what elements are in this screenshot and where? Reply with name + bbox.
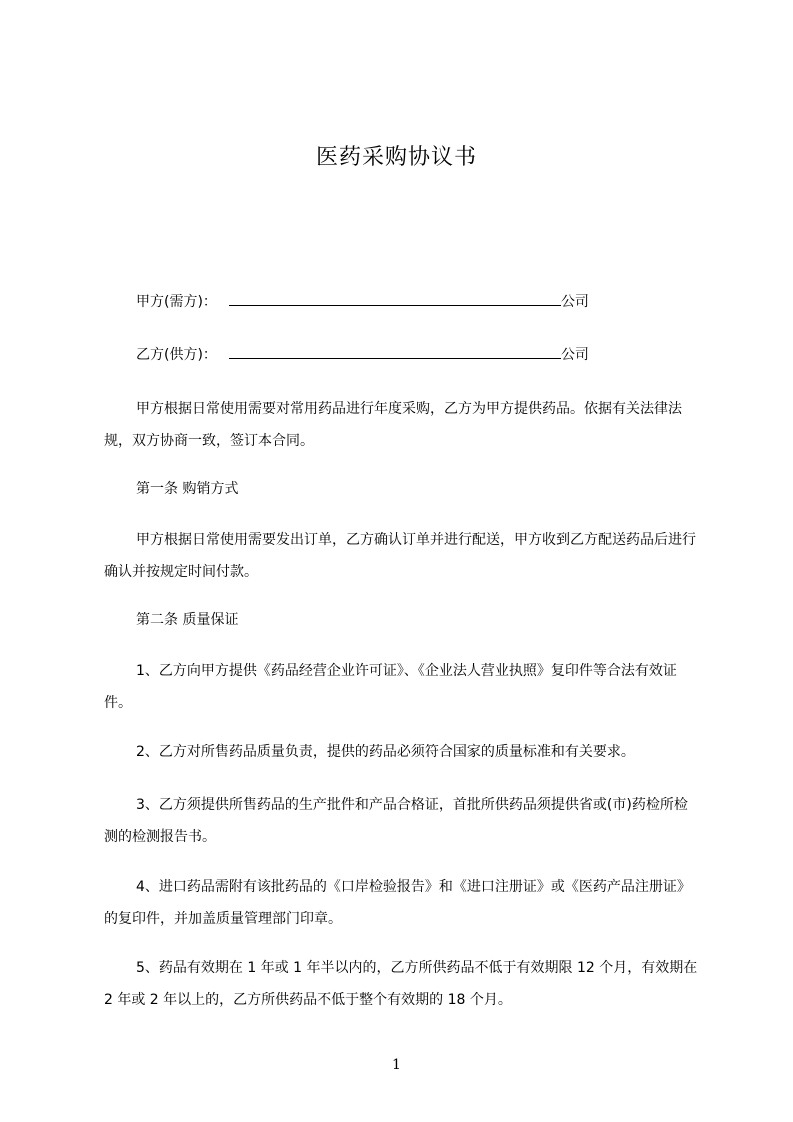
party-a-blank	[229, 291, 561, 306]
article-2-item-3: 3、乙方须提供所售药品的生产批件和产品合格证，首批所供药品须提供省或(市)药检所检测的检测报告书。	[104, 797, 688, 845]
party-a-suffix: 公司	[560, 294, 589, 310]
article-2-item-2: 2、乙方对所售药品质量负责，提供的药品必须符合国家的质量标准和有关要求。	[136, 744, 635, 760]
party-a-label: 甲方(需方)：	[136, 294, 217, 310]
party-b-blank	[229, 344, 561, 359]
article-2-heading: 第二条 质量保证	[136, 612, 239, 628]
article-2-item-5: 5、药品有效期在 1 年或 1 年半以内的，乙方所供药品不低于有效期限 12 个月，有效期在 2 年或 2 年以上的，乙方所供药品不低于整个有效期的 18 个月。	[104, 960, 698, 1008]
party-b-line	[136, 344, 589, 365]
article-1-heading: 第一条 购销方式	[136, 481, 239, 497]
party-b-suffix: 公司	[560, 347, 589, 363]
party-b-label: 乙方(供方)：	[136, 347, 217, 363]
page-number: 1	[392, 1057, 401, 1073]
party-a-line	[136, 291, 589, 312]
article-2-item-4: 4、进口药品需附有该批药品的《口岸检验报告》和《进口注册证》或《医药产品注册证》的复印件，并加盖质量管理部门印章。	[104, 879, 691, 927]
article-1-body: 甲方根据日常使用需要发出订单，乙方确认订单并进行配送，甲方收到乙方配送药品后进行确认并按规定时间付款。	[104, 532, 696, 580]
article-2-item-1: 1、乙方向甲方提供《药品经营企业许可证》、《企业法人营业执照》复印件等合法有效证件。	[104, 663, 677, 711]
document-title: 医药采购协议书	[315, 145, 477, 170]
intro-paragraph: 甲方根据日常使用需要对常用药品进行年度采购，乙方为甲方提供药品。依据有关法律法规，双方协商一致，签订本合同。	[104, 401, 682, 449]
